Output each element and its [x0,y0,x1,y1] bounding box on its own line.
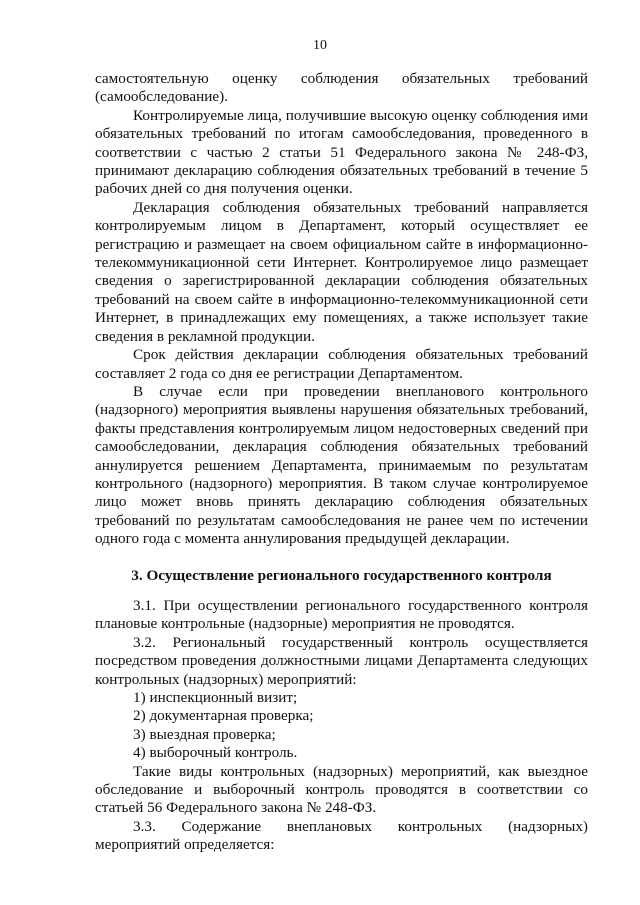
paragraph-3-1: 3.1. При осуществлении регионального государственного контроля плановые контрольные (надзорные) мероприятия не проводятся. [95,596,588,633]
document-body [95,70,588,855]
list-item: 2) документарная проверка; [133,707,314,725]
page-number: 10 [313,38,327,53]
paragraph-inspection-types: Такие виды контрольных (надзорных) мероприятий, как выездное обследование и выборочный контроль проводятся в соответствии со статьей 56 Федерального закона № 248-ФЗ. [95,762,588,817]
paragraph-self-assessment: Контролируемые лица, получившие высокую оценку соблюдения ими обязательных требований по итогам самообследования, проведенного в соответствии с частью 2 статьи 51 Федерального закона № 248-ФЗ, принимают декларацию соблюдения обязательных требований в течение 5 рабочих дней со дня получения оценки. [95,106,588,198]
paragraph-3-2: 3.2. Региональный государственный контроль осуществляется посредством проведения должностными лицами Департамента следующих контрольных (надзорных) мероприятий: [95,633,588,688]
section-heading: 3. Осуществление регионального государственного контроля [131,566,552,584]
list-item: 4) выборочный контроль. [133,744,298,762]
paragraph-declaration-validity: Срок действия декларации соблюдения обязательных требований составляет 2 года со дня ее регистрации Департаментом. [95,346,588,382]
paragraph-declaration-submission: Декларация соблюдения обязательных требований направляется контролируемым лицом в Департамент, который осуществляет ее регистрацию и размещает на своем официальном сайте в информационно-телекоммуникационной сети Интернет. Контролируемое лицо размещает сведения о зарегистрированной декларации соблюдения обязательных требований на своем сайте в информационно-телекоммуникационной сети Интернет, в принадлежащих ему помещениях, а также использует такие сведения в рекламной продукции. [95,198,588,345]
paragraph-3-3: 3.3. Содержание внеплановых контрольных (надзорных) мероприятий определяется: [95,817,588,854]
paragraph-declaration-annulment: В случае если при проведении внепланового контрольного (надзорного) мероприятия выявлены нарушения обязательных требований, факты представления контролируемым лицом недостоверных сведений при самообследовании, декларация соблюдения обязательных требований аннулируется решением Департамента, принимаемым по результатам контрольного (надзорного) мероприятия. В таком случае контролируемое лицо может вновь принять декларацию соблюдения обязательных требований по результатам самообследования не ранее чем по истечении одного года с момента аннулирования предыдущей декларации. [95,382,588,548]
paragraph-continuation: самостоятельную оценку соблюдения обязательных требований (самообследование). [95,70,588,106]
list-item: 1) инспекционный визит; [133,689,298,706]
list-item: 3) выездная проверка; [133,725,276,743]
